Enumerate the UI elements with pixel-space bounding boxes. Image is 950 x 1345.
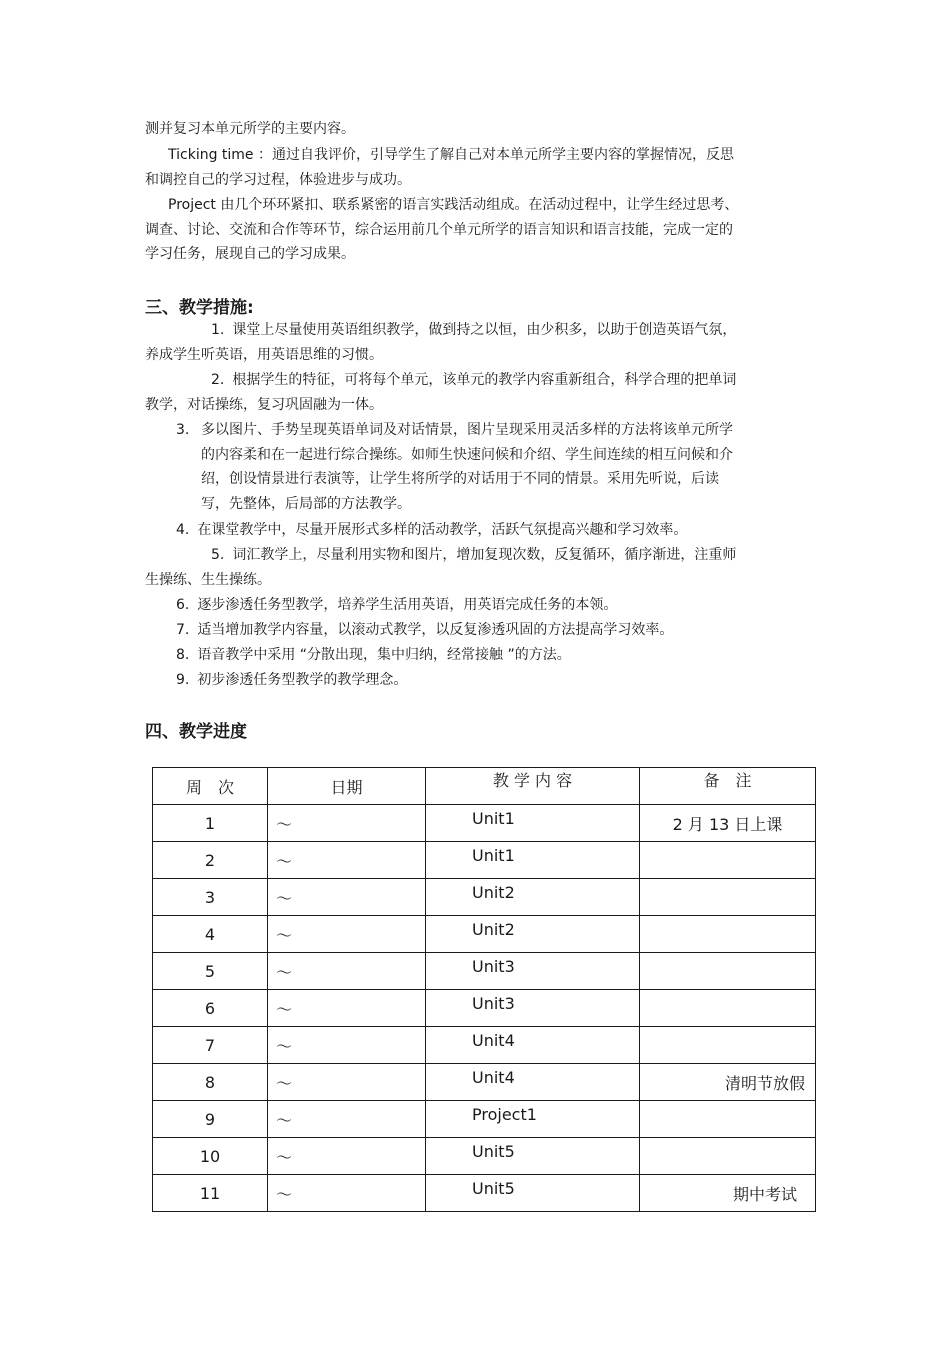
table-row <box>153 1101 816 1138</box>
table-row <box>153 879 816 916</box>
content-cell <box>426 879 640 916</box>
remark-cell <box>640 990 816 1027</box>
date-range-mark: ～ <box>276 851 293 871</box>
week-cell: 6 <box>153 990 268 1027</box>
remark-cell <box>640 1101 816 1138</box>
measure-item-number: 3. <box>176 422 190 438</box>
paragraph-review: 测并复习本单元所学的主要内容。 <box>145 121 355 137</box>
week-cell: 7 <box>153 1027 268 1064</box>
measure-item-number: 1. <box>211 322 225 338</box>
measure-item-text: 语音教学中采用 “分散出现，集中归纳，经常接触 ”的方法。 <box>197 647 571 663</box>
week-cell: 9 <box>153 1101 268 1138</box>
date-range-mark: ～ <box>276 1184 293 1204</box>
measure-item-number: 6. <box>176 597 190 613</box>
date-range-mark: ～ <box>276 888 293 908</box>
column-header-date: 日期 <box>268 768 426 805</box>
date-range-mark: ～ <box>276 1036 293 1056</box>
date-range-mark: ～ <box>276 999 293 1019</box>
week-cell: 5 <box>153 953 268 990</box>
measure-item-number: 2. <box>211 372 225 388</box>
measure-item-text: 课堂上尽量使用英语组织教学，做到持之以恒，由少积多，以助于创造英语气氛，养成学生听英语，用英语思维的习惯。 <box>145 322 737 363</box>
table-row <box>153 1138 816 1175</box>
measure-item-number: 7. <box>176 622 190 638</box>
column-header-content: 教 学 内 容 <box>426 768 640 805</box>
content-cell <box>426 1027 640 1064</box>
date-cell <box>268 1064 426 1101</box>
week-cell: 4 <box>153 916 268 953</box>
measure-item <box>176 668 776 693</box>
remark-cell <box>640 1138 816 1175</box>
remark-cell <box>640 1027 816 1064</box>
measure-item-text: 在课堂教学中，尽量开展形式多样的活动教学，活跃气氛提高兴趣和学习效率。 <box>197 522 688 538</box>
table-row <box>153 953 816 990</box>
date-range-mark: ～ <box>276 814 293 834</box>
measure-item-text: 词汇教学上，尽量利用实物和图片，增加复现次数，反复循环，循序渐进，注重师生操练、生生操练。 <box>145 547 737 588</box>
content-text: Unit1 <box>472 846 515 865</box>
date-cell <box>268 916 426 953</box>
date-range-mark: ～ <box>276 1073 293 1093</box>
week-cell: 8 <box>153 1064 268 1101</box>
table-row <box>153 1175 816 1212</box>
week-cell: 2 <box>153 842 268 879</box>
measure-item <box>145 368 745 417</box>
content-text: Unit2 <box>472 883 515 902</box>
remark-cell <box>640 842 816 879</box>
date-cell <box>268 990 426 1027</box>
week-cell: 10 <box>153 1138 268 1175</box>
content-text: Unit1 <box>472 809 515 828</box>
content-text: Unit3 <box>472 994 515 1013</box>
measure-item-text: 适当增加教学内容量，以滚动式教学，以反复渗透巩固的方法提高学习效率。 <box>197 622 674 638</box>
date-cell <box>268 1101 426 1138</box>
table-row <box>153 916 816 953</box>
date-cell <box>268 879 426 916</box>
measure-item-number: 5. <box>211 547 225 563</box>
table-row <box>153 1027 816 1064</box>
content-text: Unit3 <box>472 957 515 976</box>
section-heading-schedule: 四、教学进度 <box>145 722 247 742</box>
measure-item-text: 多以图片、手势呈现英语单词及对话情景，图片呈现采用灵活多样的方法将该单元所学的内容柔和在一起进行综合操练。如师生快速问候和介绍、学生间连续的相互问候和介绍，创设情景进行表演等，让学生将所学的对话用于不同的情景。采用先听说，后读写，先整体，后局部的方法教学。 <box>201 422 733 512</box>
content-text: Project1 <box>472 1105 537 1124</box>
date-cell <box>268 1027 426 1064</box>
date-range-mark: ～ <box>276 1147 293 1167</box>
content-cell <box>426 1064 640 1101</box>
date-range-mark: ～ <box>276 925 293 945</box>
content-cell <box>426 842 640 879</box>
remark-cell <box>640 879 816 916</box>
content-cell <box>426 1101 640 1138</box>
remark-cell: 清明节放假 <box>640 1064 816 1101</box>
measure-item <box>176 418 742 516</box>
schedule-table <box>152 767 816 1212</box>
column-header-week: 周 次 <box>153 768 268 805</box>
measure-item <box>176 618 776 643</box>
remark-cell <box>640 916 816 953</box>
date-range-mark: ～ <box>276 1110 293 1130</box>
content-cell <box>426 990 640 1027</box>
measure-item-number: 4. <box>176 522 190 538</box>
content-cell <box>426 916 640 953</box>
remark-cell: 2 月 13 日上课 <box>640 805 816 842</box>
table-row <box>153 990 816 1027</box>
content-cell <box>426 953 640 990</box>
date-cell <box>268 1175 426 1212</box>
measure-item-text: 初步渗透任务型教学的教学理念。 <box>197 672 408 688</box>
content-cell <box>426 1175 640 1212</box>
measure-item-number: 8. <box>176 647 190 663</box>
table-row <box>153 1064 816 1101</box>
week-cell: 1 <box>153 805 268 842</box>
measure-item-text: 逐步渗透任务型教学，培养学生活用英语，用英语完成任务的本领。 <box>197 597 618 613</box>
date-cell <box>268 1138 426 1175</box>
date-range-mark: ～ <box>276 962 293 982</box>
content-text: Unit5 <box>472 1179 515 1198</box>
date-cell <box>268 842 426 879</box>
table-row <box>153 842 816 879</box>
measure-item <box>145 318 745 367</box>
measure-item <box>176 518 776 543</box>
content-text: Unit4 <box>472 1031 515 1050</box>
table-header-row <box>153 768 816 805</box>
content-text: Unit5 <box>472 1142 515 1161</box>
content-cell <box>426 1138 640 1175</box>
date-cell <box>268 953 426 990</box>
paragraph-project: Project 由几个环环紧扣、联系紧密的语言实践活动组成。在活动过程中，让学生经过思考、调查、讨论、交流和合作等环节，综合运用前几个单元所学的语言知识和语言技能，完成一定的学习任务，展现自己的学习成果。 <box>145 197 739 262</box>
table-row <box>153 805 816 842</box>
week-cell: 3 <box>153 879 268 916</box>
measure-item <box>176 593 776 618</box>
week-cell: 11 <box>153 1175 268 1212</box>
section-heading-measures: 三、教学措施: <box>145 298 254 318</box>
paragraph-ticking-time: Ticking time ：通过自我评价，引导学生了解自己对本单元所学主要内容的掌握情况，反思和调控自己的学习过程，体验进步与成功。 <box>145 147 734 188</box>
content-cell <box>426 805 640 842</box>
column-header-remark: 备 注 <box>640 768 816 805</box>
date-cell <box>268 805 426 842</box>
measure-item <box>145 543 745 592</box>
remark-cell <box>640 953 816 990</box>
remark-cell: 期中考试 <box>640 1175 816 1212</box>
content-text: Unit4 <box>472 1068 515 1087</box>
measure-item-number: 9. <box>176 672 190 688</box>
measure-item-text: 根据学生的特征，可将每个单元，该单元的教学内容重新组合，科学合理的把单词教学，对话操练，复习巩固融为一体。 <box>145 372 737 413</box>
content-text: Unit2 <box>472 920 515 939</box>
measure-item <box>176 643 776 668</box>
